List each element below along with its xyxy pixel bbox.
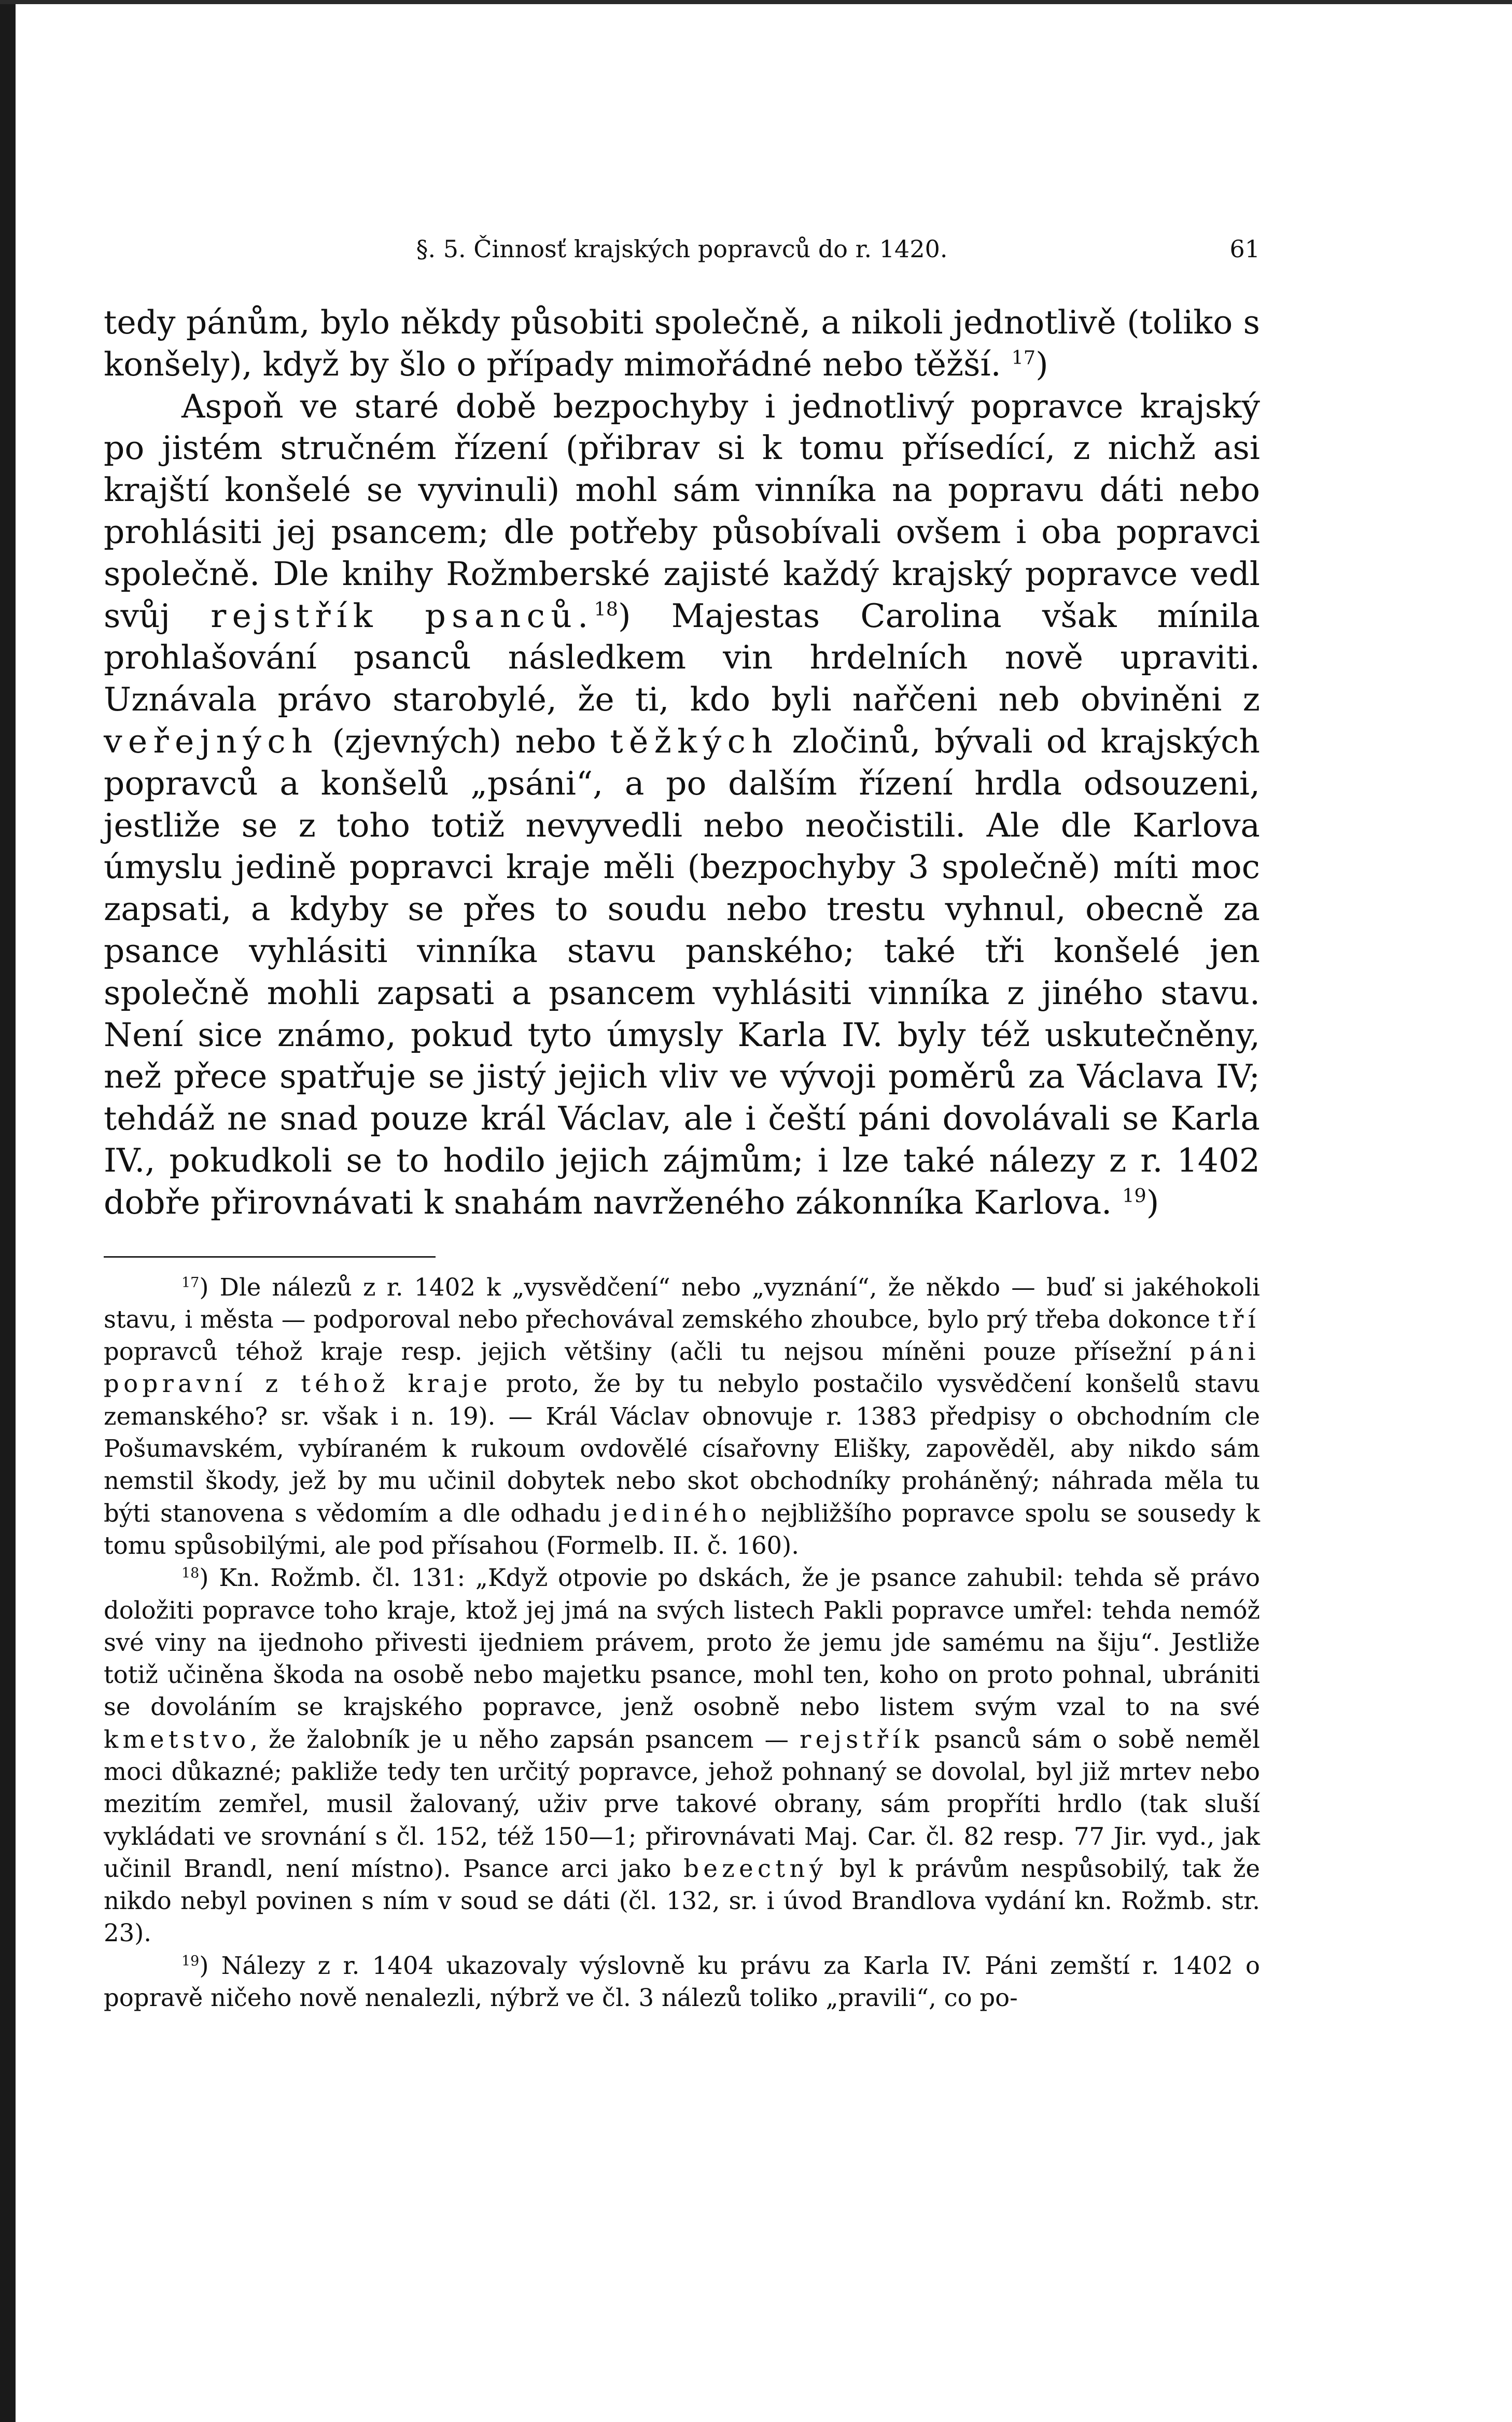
- footnote-number: 19: [181, 1953, 200, 1969]
- footnote-17: $^{17}$) Dle nálezů z r. 1402 k „vysvědčení“ nebo „vyznání“, že někdo — buď si jakéhokoli stavu, i města — podporoval nebo přechovával zemského zhoubce, bylo prý třeba dokonce tří popravců téhož kraje resp. jejich většiny (ačli tu nejsou míněni pouze přísežní páni popravní z téhož kraje proto, že by tu nebylo postačilo vysvědčení konšelů stavu zemanského? sr. však i n. 19). — Král Václav obnovuje r. 1383 předpisy o obchodním cle Pošumavském, vybíraném k rukoum ovdovělé císařovny Elišky, zapověděl, aby nikdo sám nemstil škody, jež by mu učinil dobytek nebo skot obchodníky proháněný; náhrada měla tu býti stanovena s vědomím a dle odhadu jediného nejbližšího popravce spolu se sousedy k tomu spůsobilými, ale pod přísahou (Formelb. II. č. 160).: [104, 1273, 1261, 1560]
- running-head-title: §. 5. Činnosť krajských popravců do r. 1420.: [416, 235, 948, 263]
- spaced-emphasis: tří: [1218, 1305, 1260, 1333]
- spaced-emphasis: rejstřík: [800, 1725, 924, 1753]
- paragraph-2: Aspoň ve staré době bezpochyby i jednotlivý popravce krajský po jistém stručném řízení (přibrav si k tomu přísedící, z nichž asi krajští konšelé se vyvinuli) mohl sám vinníka na popravu dáti nebo prohlásiti jej psancem; dle potřeby působívali ovšem i oba popravci společně. Dle knihy Rožmberské zajisté každý krajský popravce vedl svůj rejstřík psanců.$^{18}$) Majestas Carolina však mínila prohlašování psanců následkem vin hrdelních nově upraviti. Uznávala právo starobylé, že ti, kdo byli nařčeni neb obviněni z veřejných (zjevných) nebo těžkých zločinů, bývali od krajských popravců a konšelů „psáni“, a po dalším řízení hrdla odsouzeni, jestliže se z toho totiž nevyvedli nebo neočistili. Ale dle Karlova úmyslu jedině popravci kraje měli (bezpochyby 3 společně) míti moc zapsati, a kdyby se přes to soudu nebo trestu vyhnul, obecně za psance vyhlásiti vinníka stavu panského; také tři konšelé jen společně mohli zapsati a psancem vyhlásiti vinníka z jiného stavu. Není sice známo, pokud tyto úmysly Karla IV. byly též uskutečněny, než přece spatřuje se jistý jejich vliv ve vývoji poměrů za Václava IV; tehdáž ne snad pouze král Václav, ale i čeští páni dovolávali se Karla IV., pokudkoli se to hodilo jejich zájmům; i lze také nálezy z r. 1402 dobře přirovnávati k snahám navrženého zákonníka Karlova. $^{19}$): [104, 387, 1260, 1221]
- page-number: 61: [1229, 235, 1260, 263]
- spaced-emphasis: rejstřík psanců.: [211, 596, 594, 635]
- spaced-emphasis: kmetstvo: [104, 1725, 250, 1753]
- footnote-ref-17: 17: [1011, 346, 1036, 369]
- scan-border-top: [0, 0, 1512, 4]
- footnote-19: $^{19}$) Nálezy z r. 1404 ukazovaly výslovně ku právu za Karla IV. Páni zemští r. 1402 o popravě ničeho nově nenalezli, nýbrž ve čl. 3 nálezů toliko „pravili“, co po-: [104, 1951, 1260, 2012]
- footnotes: [104, 1271, 1260, 2014]
- scan-border-left: [0, 0, 16, 2422]
- spaced-emphasis: veřejných: [104, 722, 318, 760]
- running-head: [104, 228, 1260, 270]
- paragraph-1: tedy pánům, bylo někdy působiti společně, a nikoli jednotlivě (toliko s konšely), když by šlo o případy mimořádné nebo těžší. $^{17}$): [104, 303, 1260, 383]
- footnote-ref-19: 19: [1122, 1184, 1146, 1207]
- footnote-18: $^{18}$) Kn. Rožmb. čl. 131: „Když otpovie po dskách, že je psance zahubil: tehda sě právo doložiti popravce toho kraje, ktož jej jmá na svých listech Pakli popravce umřel: tehda nemóž své viny na ijednoho přivesti ijedniem právem, proto že jemu jde samému na šiju“. Jestliže totiž učiněna škoda na osobě nebo majetku psance, mohl ten, koho on proto pohnal, ubrániti se dovoláním se krajského popravce, jenž osobně nebo listem svým vzal to na své kmetstvo, že žalobník je u něho zapsán psancem — rejstřík psanců sám o sobě neměl moci důkazné; pakliže tedy ten určitý popravce, jehož pohnaný se dovolal, byl již mrtev nebo mezitím zemřel, musil žalovaný, uživ prve takové obrany, sám propříti hrdlo (tak sluší vykládati ve srovnání s čl. 152, též 150—1; přirovnávati Maj. Car. čl. 82 resp. 77 Jir. vyd., jak učinil Brandl, není místno). Psance arci jako bezectný byl k právům nespůsobilý, tak že nikdo nebyl povinen s ním v soud se dáti (čl. 132, sr. i úvod Brandlova vydání kn. Rožmb. str. 23).: [104, 1564, 1261, 1947]
- footnote-number: 18: [181, 1565, 200, 1582]
- spaced-emphasis: jediného: [611, 1499, 751, 1527]
- main-text: [104, 302, 1260, 1224]
- footnote-ref-18: 18: [594, 597, 619, 620]
- spaced-emphasis: bezectný: [683, 1854, 828, 1883]
- spaced-emphasis: těžkých: [610, 722, 779, 760]
- footnote-separator: [104, 1256, 436, 1258]
- footnote-number: 17: [181, 1274, 200, 1291]
- spaced-emphasis: páni popravní z téhož kraje: [104, 1338, 1261, 1398]
- book-page: [104, 228, 1260, 2014]
